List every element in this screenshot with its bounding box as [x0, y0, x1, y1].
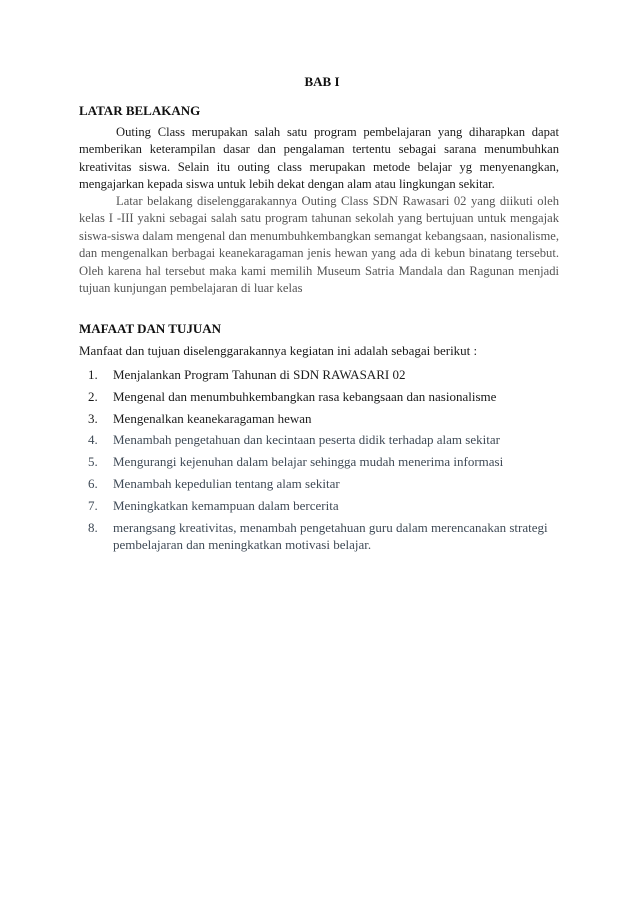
list-item-number: 8.	[88, 519, 98, 535]
list-item	[88, 431, 558, 449]
paragraph-outing-class: Outing Class merupakan salah satu program pembelajaran yang diharapkan dapat memberikan keterampilan dasar dan pengalaman tertentu sebagai sarana menumbuhkan kreativitas siswa. Selain itu outing class merupakan metode belajar yg menyenangkan, mengajarkan kepada siswa untuk lebih dekat dengan alam atau lingkungan sekitar.	[79, 125, 559, 192]
list-item-text: Mengenalkan keanekaragaman hewan	[113, 410, 312, 426]
list-item	[88, 453, 558, 471]
manfaat-list	[88, 366, 558, 558]
list-item	[88, 410, 558, 428]
section-heading-manfaat-tujuan: MAFAAT DAN TUJUAN	[79, 321, 222, 336]
list-item-number: 6.	[88, 475, 98, 491]
list-item-number: 5.	[88, 454, 98, 470]
list-item-text: Meningkatkan kemampuan dalam bercerita	[113, 497, 339, 513]
list-item-text: Menambah kepedulian tentang alam sekitar	[113, 475, 340, 491]
list-item-text: merangsang kreativitas, menambah pengetahuan guru dalam merencanakan strategi pembelajaran dan meningkatkan motivasi belajar.	[113, 519, 548, 553]
list-item-number: 7.	[88, 497, 98, 513]
section-heading-latar-belakang: LATAR BELAKANG	[79, 103, 201, 118]
list-item-text: Mengurangi kejenuhan dalam belajar sehingga mudah menerima informasi	[113, 454, 504, 470]
list-item	[88, 519, 558, 554]
manfaat-intro: Manfaat dan tujuan diselenggarakannya kegiatan ini adalah sebagai berikut :	[79, 343, 478, 358]
list-item-text: Menjalankan Program Tahunan di SDN RAWASARI 02	[113, 367, 406, 382]
list-item-text: Menambah pengetahuan dan kecintaan peserta didik terhadap alam sekitar	[113, 432, 500, 448]
list-item-text: Mengenal dan menumbuhkembangkan rasa kebangsaan dan nasionalisme	[113, 388, 497, 404]
list-item	[88, 475, 558, 493]
chapter-title: BAB I	[304, 74, 340, 89]
list-item-number: 1.	[88, 367, 98, 382]
list-item-number: 2.	[88, 388, 98, 404]
list-item	[88, 497, 558, 515]
list-item	[88, 388, 558, 406]
list-item-number: 3.	[88, 410, 98, 426]
paragraph-latar-belakang: Latar belakang diselenggarakannya Outing Class SDN Rawasari 02 yang diikuti oleh kelas I -III yakni sebagai salah satu program tahunan sekolah yang bertujuan untuk mengajak siswa-siswa dalam mengenal dan menumbuhkembangkan semangat kebangsaan, nasionalisme, dan mengenalkan berbagai keanekaragaman jenis hewan yang ada di kebun binatang tersebut. Oleh karena hal tersebut maka kami memilih Museum Satria Mandala dan Ragunan menjadi tujuan kunjungan pembelajaran di luar kelas	[79, 194, 559, 296]
list-item-number: 4.	[88, 432, 98, 448]
list-item	[88, 366, 558, 384]
